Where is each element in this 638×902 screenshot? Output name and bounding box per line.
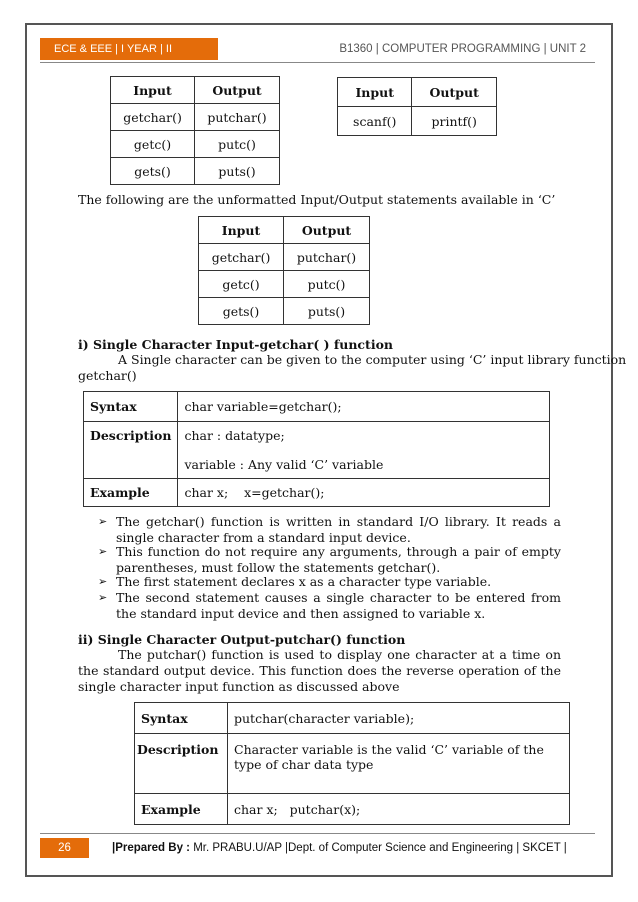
syntax-value: char variable=getchar(); xyxy=(178,392,550,422)
table-cell: putchar() xyxy=(195,104,280,131)
bullet-item: ➢ The getchar() function is written in standard I/O library. It reads a single character from a standard input device. xyxy=(98,514,561,545)
table-header: Output xyxy=(195,77,280,104)
getchar-syntax-table xyxy=(83,391,550,507)
bullet-item: ➢ This function do not require any arguments, through a pair of empty parentheses, must follow the statements getchar(). xyxy=(98,544,561,575)
intro-text: The following are the unformatted Input/Output statements available in ‘C’ xyxy=(78,192,556,207)
table-cell: printf() xyxy=(412,107,497,136)
footer-prepared-label: |Prepared By : xyxy=(112,842,190,854)
table-cell: getc() xyxy=(199,271,284,298)
header-divider xyxy=(40,62,595,63)
table-cell: putc() xyxy=(284,271,370,298)
header-title: B1360 | COMPUTER PROGRAMMING | UNIT 2 xyxy=(339,43,586,55)
footer-divider xyxy=(40,833,595,834)
table-header: Output xyxy=(412,78,497,107)
description-value: Character variable is the valid ‘C’ variable of the type of char data type xyxy=(228,734,570,794)
bullet-item: ➢ The second statement causes a single character to be entered from the standard input device and then assigned to variable x. xyxy=(98,590,561,621)
syntax-label: Syntax xyxy=(135,703,228,734)
table-cell: scanf() xyxy=(338,107,412,136)
section2-para: The putchar() function is used to display one character at a time on the standard output device. This function does the reverse operation of the single character input function as discussed above xyxy=(78,647,561,694)
page-number: 26 xyxy=(40,838,89,858)
syntax-label: Syntax xyxy=(84,392,178,422)
io-table-right xyxy=(337,77,497,136)
example-value: char x; putchar(x); xyxy=(228,794,570,825)
footer-text xyxy=(112,838,567,858)
table-header: Input xyxy=(199,217,284,244)
putchar-syntax-table xyxy=(134,702,570,825)
io-table-left xyxy=(110,76,280,185)
io-table-center xyxy=(198,216,370,325)
table-cell: gets() xyxy=(199,298,284,325)
arrow-bullet-icon: ➢ xyxy=(98,591,108,604)
table-cell: putchar() xyxy=(284,244,370,271)
table-cell: getchar() xyxy=(199,244,284,271)
section1-para-line2: getchar() xyxy=(78,368,137,383)
description-line: char : datatype; xyxy=(184,428,285,443)
bullet-item: ➢ The first statement declares x as a character type variable. xyxy=(98,574,492,589)
table-header: Input xyxy=(111,77,195,104)
table-cell: gets() xyxy=(111,158,195,185)
description-label: Description xyxy=(84,422,178,479)
table-cell: putc() xyxy=(195,131,280,158)
footer-prepared-text: Mr. PRABU.U/AP |Dept. of Computer Science and Engineering | SKCET | xyxy=(190,842,567,854)
table-header: Output xyxy=(284,217,370,244)
arrow-bullet-icon: ➢ xyxy=(98,515,108,528)
table-cell: puts() xyxy=(284,298,370,325)
table-cell: puts() xyxy=(195,158,280,185)
arrow-bullet-icon: ➢ xyxy=(98,575,108,588)
description-line: variable : Any valid ‘C’ variable xyxy=(184,457,384,472)
arrow-bullet-icon: ➢ xyxy=(98,545,108,558)
section1-para-line1: A Single character can be given to the computer using ‘C’ input library function xyxy=(118,352,627,367)
description-label: Description xyxy=(135,734,228,794)
table-cell: getchar() xyxy=(111,104,195,131)
section2-heading: ii) Single Character Output-putchar() function xyxy=(78,632,406,647)
example-label: Example xyxy=(84,479,178,507)
table-cell: getc() xyxy=(111,131,195,158)
description-value xyxy=(178,422,550,479)
syntax-value: putchar(character variable); xyxy=(228,703,570,734)
example-label: Example xyxy=(135,794,228,825)
table-header: Input xyxy=(338,78,412,107)
example-value: char x; x=getchar(); xyxy=(178,479,550,507)
section1-heading: i) Single Character Input-getchar( ) function xyxy=(78,337,393,352)
header-course-tag: ECE & EEE | I YEAR | II SEMESTER xyxy=(40,38,218,60)
